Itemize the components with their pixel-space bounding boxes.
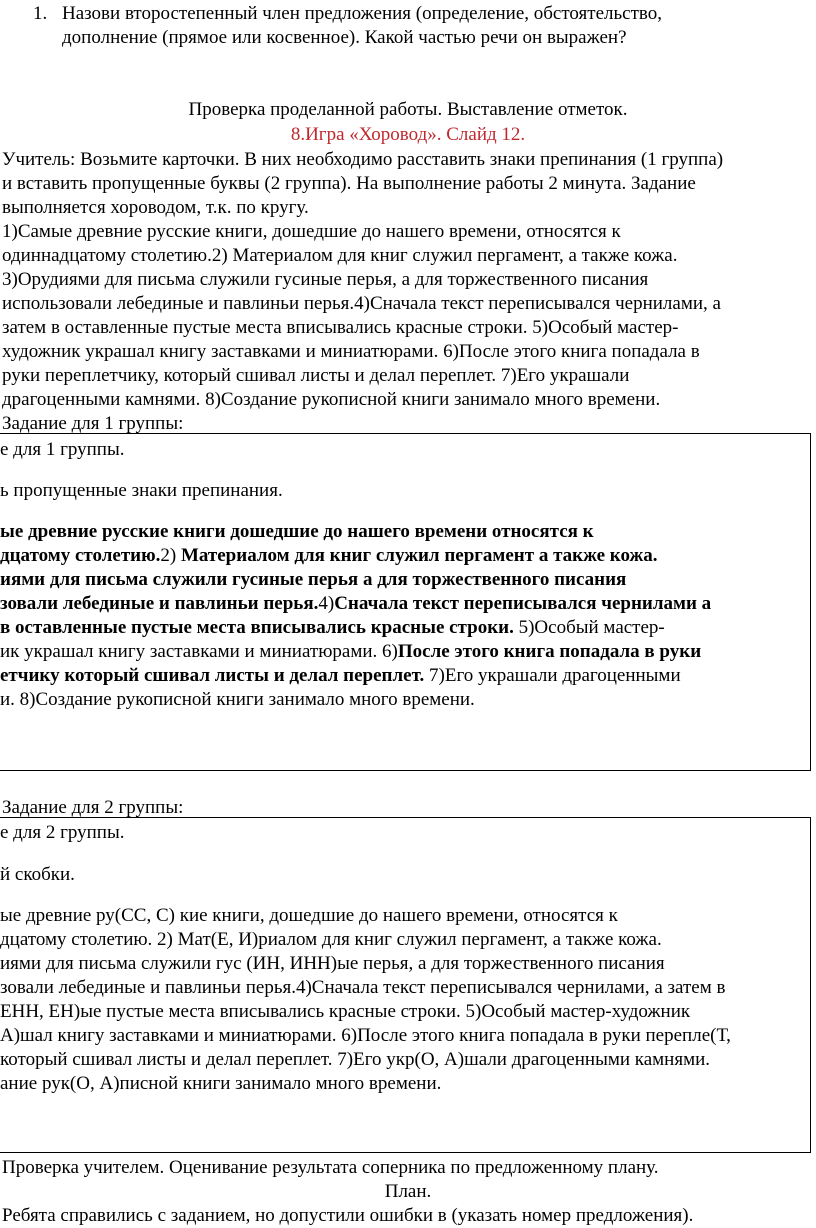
list-marker: 1. — [33, 3, 48, 24]
group2-text-line: ЕНН, ЕН)ые пустые места вписывались красные строки. 5)Особый мастер-художник — [0, 1001, 691, 1022]
group1-card-instruction: ь пропущенные знаки препинания. — [0, 480, 283, 501]
group2-text-line: А)шал книгу заставками и миниатюрами. 6)После этого книга попадала в руки перепле(Т, — [0, 1025, 731, 1046]
teacher-line: Учитель: Возьмите карточки. В них необходимо расставить знаки препинания (1 группа) — [2, 149, 724, 170]
teacher-line: и вставить пропущенные буквы (2 группа). На выполнение работы 2 минута. Задание — [2, 173, 696, 194]
group2-card-title: е для 2 группы. — [0, 822, 125, 843]
group1-text-line: зовали лебединые и павлиньи перья.4)Сначала текст переписывался чернилами а — [0, 593, 712, 614]
item1-line2: дополнение (прямое или косвенное). Какой частью речи он выражен? — [62, 27, 627, 48]
teacher-line: руки переплетчику, который сшивал листы и делал переплет. 7)Его украшали — [2, 365, 630, 386]
teacher-line: выполняется хороводом, т.к. по кругу. — [2, 197, 309, 218]
game-heading: 8.Игра «Хоровод». Слайд 12. — [290, 124, 526, 145]
group1-text-line: и. 8)Создание рукописной книги занимало много времени. — [0, 689, 475, 710]
teacher-check-line: Проверка учителем. Оценивание результата соперника по предложенному плану. — [2, 1157, 659, 1178]
group2-text-line: который сшивал листы и делал переплет. 7)Его укр(О, А)шали драгоценными камнями. — [0, 1049, 711, 1070]
group2-text-line: ание рук(О, А)писной книги занимало много времени. — [0, 1073, 442, 1094]
group1-text-line: иями для письма служили гусиные перья а для торжественного писания — [0, 569, 627, 590]
plan-point: Ребята справились с заданием, но допустили ошибки в (указать номер предложения). — [2, 1205, 694, 1226]
teacher-line: художник украшал книгу заставками и миниатюрами. 6)После этого книга попадала в — [2, 341, 700, 362]
group1-text-line: ые древние русские книги дошедшие до нашего времени относятся к — [0, 521, 594, 542]
group1-card-title: е для 1 группы. — [0, 439, 125, 460]
group1-label: Задание для 1 группы: — [2, 413, 184, 434]
teacher-line: одиннадцатому столетию.2) Материалом для книг служил пергамент, а также кожа. — [2, 245, 678, 266]
group2-text-line: ые древние ру(СС, С) кие книги, дошедшие до нашего времени, относятся к — [0, 905, 618, 926]
group2-text-line: зовали лебединые и павлиньи перья.4)Сначала текст переписывался чернилами, а затем в — [0, 977, 726, 998]
group1-text-line: дцатому столетию.2) Материалом для книг служил пергамент а также кожа. — [0, 545, 658, 566]
teacher-line: 3)Орудиями для письма служили гусиные перья, а для торжественного писания — [2, 269, 649, 290]
teacher-line: 1)Самые древние русские книги, дошедшие до нашего времени, относятся к — [2, 221, 621, 242]
teacher-line: использовали лебединые и павлиньи перья.4)Сначала текст переписывался чернилами, а — [2, 293, 721, 314]
group1-text-line: ик украшал книгу заставками и миниатюрами. 6)После этого книга попадала в руки — [0, 641, 702, 662]
teacher-line: затем в оставленные пустые места вписывались красные строки. 5)Особый мастер- — [2, 317, 679, 338]
group2-label: Задание для 2 группы: — [2, 797, 184, 818]
plan-heading: План. — [384, 1181, 432, 1202]
group1-text-line: етчику который сшивал листы и делал переплет. 7)Его украшали драгоценными — [0, 665, 681, 686]
item1-line1: Назови второстепенный член предложения (определение, обстоятельство, — [62, 3, 663, 24]
group2-text-line: иями для письма служили гус (ИН, ИНН)ые перья, а для торжественного писания — [0, 953, 665, 974]
group2-text-line: дцатому столетию. 2) Мат(Е, И)риалом для книг служил пергамент, а также кожа. — [0, 929, 662, 950]
group2-card-instruction: й скобки. — [0, 864, 75, 885]
group1-text-line: в оставленные пустые места вписывались красные строки. 5)Особый мастер- — [0, 617, 665, 638]
check-heading: Проверка проделанной работы. Выставление отметок. — [188, 99, 628, 120]
teacher-line: драгоценными камнями. 8)Создание рукописной книги занимало много времени. — [2, 389, 661, 410]
